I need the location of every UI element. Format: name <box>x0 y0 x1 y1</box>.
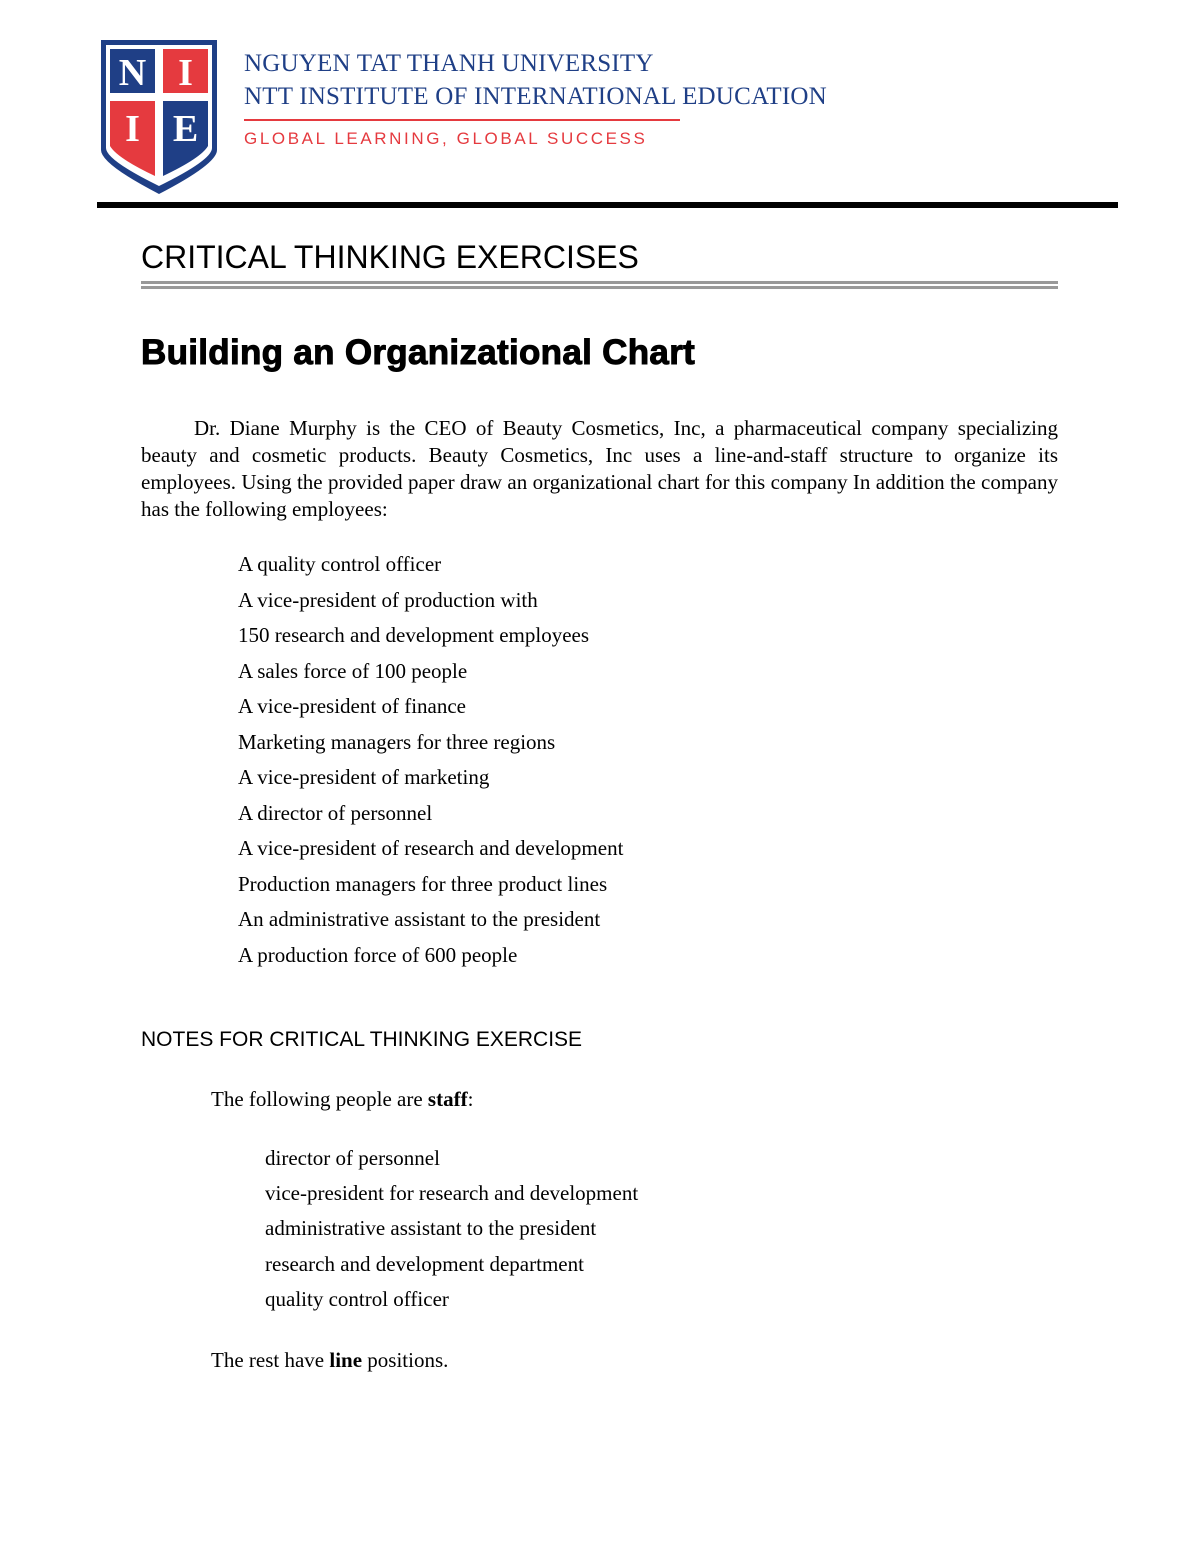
staff-intro-text: The following people are <box>211 1087 428 1111</box>
logo-letter-e: E <box>172 108 199 150</box>
list-item: An administrative assistant to the president <box>238 907 601 931</box>
line-emphasis: line <box>329 1348 363 1372</box>
list-item: A director of personnel <box>238 800 433 825</box>
list-item: A sales force of 100 people <box>238 658 468 683</box>
intro-paragraph: Dr. Diane Murphy is the CEO of Beauty Cosmetics, Inc, a pharmaceutical company specializing beauty and cosmetic products. Beauty Cosmetics, Inc uses a line-and-staff structure to organize its employees. Using the provided paper draw an organizational chart for this company In addition the company has the following employees: <box>141 416 1058 521</box>
staff-intro-colon: : <box>467 1087 474 1111</box>
slogan-divider <box>244 119 680 121</box>
rest-text: The rest have <box>211 1348 330 1372</box>
notes-heading: NOTES FOR CRITICAL THINKING EXERCISE <box>141 1028 583 1051</box>
list-item: quality control officer <box>265 1286 449 1311</box>
niie-logo <box>97 38 221 196</box>
section-title: CRITICAL THINKING EXERCISES <box>141 239 639 275</box>
logo-letter-i-bottom: I <box>125 108 140 150</box>
list-item: director of personnel <box>265 1146 440 1170</box>
logo-letter-i-top: I <box>178 52 193 94</box>
list-item: Marketing managers for three regions <box>238 729 556 754</box>
list-item: A production force of 600 people <box>238 942 518 967</box>
header-divider <box>97 202 1118 208</box>
logo-letter-n: N <box>118 52 147 94</box>
document-title: Building an Organizational Chart <box>141 333 696 372</box>
list-item: administrative assistant to the president <box>265 1216 597 1241</box>
rest-line-note <box>211 1348 448 1373</box>
employee-list <box>238 549 623 975</box>
rest-text-end: positions. <box>362 1348 449 1372</box>
staff-intro <box>211 1087 473 1112</box>
institute-name: NTT INSTITUTE OF INTERNATIONAL EDUCATION <box>244 83 827 110</box>
list-item: Production managers for three product lines <box>238 871 608 896</box>
list-item: A vice-president of research and development <box>238 836 624 860</box>
list-item: research and development department <box>265 1251 584 1276</box>
slogan: GLOBAL LEARNING, GLOBAL SUCCESS <box>244 129 648 148</box>
list-item: vice-president for research and development <box>265 1181 639 1206</box>
staff-emphasis: staff <box>427 1087 468 1111</box>
section-divider <box>141 281 1058 289</box>
list-item: A quality control officer <box>238 552 442 576</box>
list-item: 150 research and development employees <box>238 623 590 647</box>
staff-list <box>265 1143 638 1319</box>
list-item: A vice-president of marketing <box>238 765 490 789</box>
list-item: A vice-president of production with <box>238 587 538 612</box>
list-item: A vice-president of finance <box>238 694 466 718</box>
university-name: NGUYEN TAT THANH UNIVERSITY <box>244 50 654 77</box>
